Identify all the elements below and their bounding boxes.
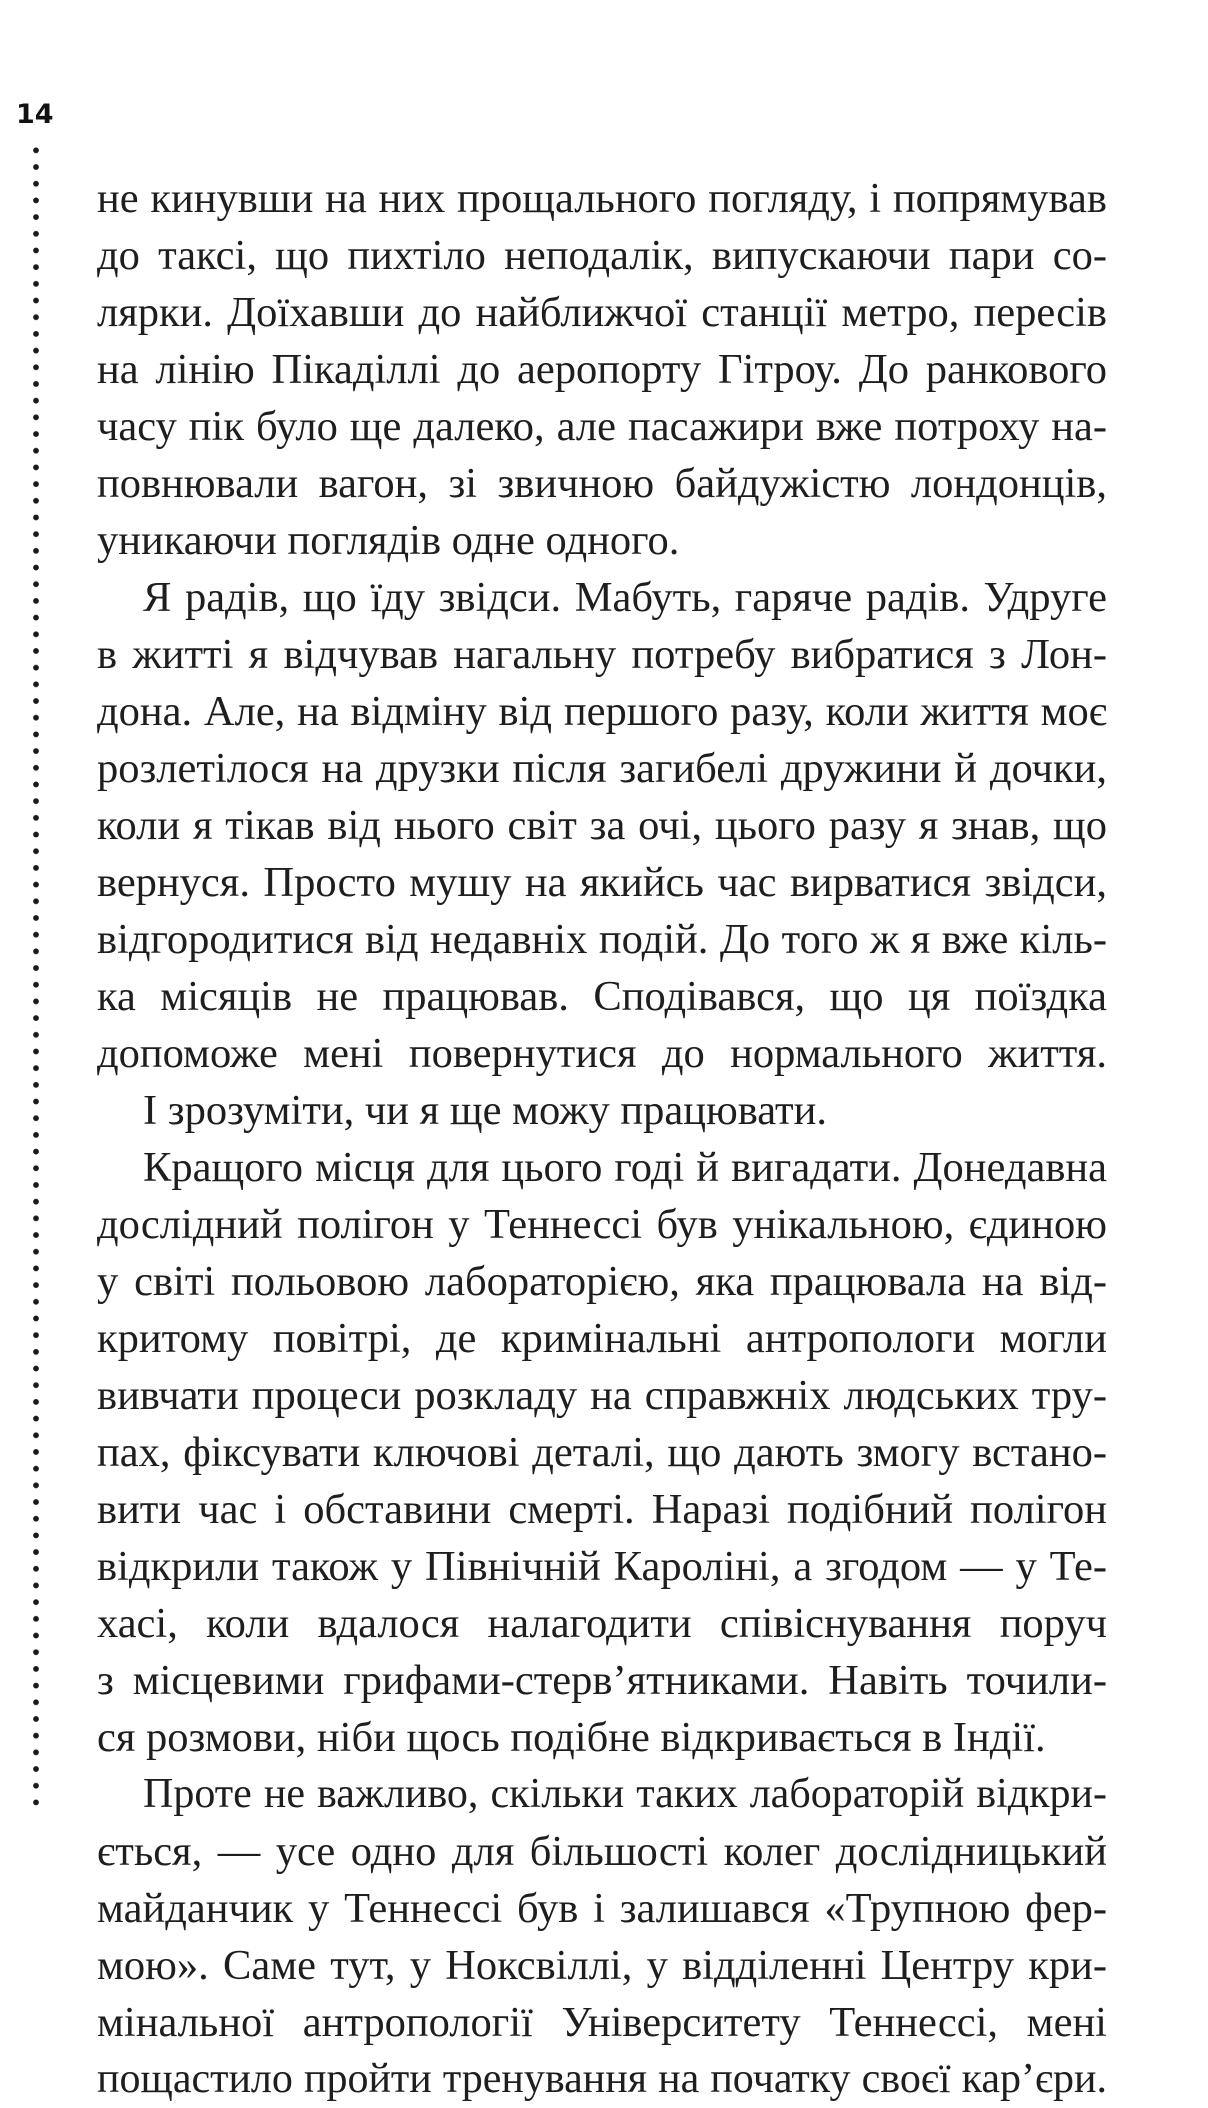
text-line: коли я тікав від нього світ за очі, цього разу я знав, що [97, 802, 1107, 849]
text-line: не кинувши на них прощального погляду, і попрямував [97, 175, 1107, 222]
text-line: вити час і обставини смерті. Наразі подібний полігон [97, 1486, 1107, 1533]
text-line: уникаючи поглядів одне одного. [97, 517, 680, 564]
text-line: лярки. Доїхавши до найближчої станції метро, пересів [97, 289, 1107, 336]
dotted-margin-rule [32, 142, 40, 1810]
text-line: з місцевими грифами-стерв’ятниками. Навіть точили- [97, 1657, 1107, 1704]
text-line: майданчик у Теннессі був і залишався «Трупною фер- [97, 1885, 1107, 1932]
text-line: дослідний полігон у Теннессі був унікальною, єдиною [97, 1201, 1107, 1248]
text-line: мінальної антропології Університету Теннессі, мені [97, 1999, 1107, 2046]
text-line: вивчати процеси розкладу на справжніх людських тру- [97, 1372, 1107, 1419]
text-line: пощастило пройти тренування на початку своєї кар’єри. [97, 2056, 1107, 2102]
text-line: у світі польовою лабораторією, яка працювала на від- [97, 1258, 1107, 1305]
text-line: ється, — усе одно для більшості колег дослідницький [97, 1828, 1107, 1875]
text-line: Проте не важливо, скільки таких лабораторій відкри- [143, 1771, 1107, 1817]
text-line: розлетілося на друзки після загибелі дружини й дочки, [97, 745, 1107, 792]
text-line: пах, фіксувати ключові деталі, що дають змогу встано- [97, 1429, 1107, 1476]
text-line: І зрозуміти, чи я ще можу працювати. [143, 1087, 827, 1134]
text-line: вернуся. Просто мушу на якийсь час вирватися звідси, [97, 859, 1107, 906]
page-number: 14 [16, 99, 54, 130]
text-line: критому повітрі, де кримінальні антропологи могли [97, 1315, 1107, 1362]
text-line: до таксі, що пихтіло неподалік, випускаючи пари со- [97, 232, 1107, 279]
text-line: повнювали вагон, зі звичною байдужістю лондонців, [97, 460, 1107, 507]
text-line: хасі, коли вдалося налагодити співіснування поруч [97, 1600, 1107, 1647]
text-line: дона. Але, на відміну від першого разу, коли життя моє [97, 688, 1107, 735]
text-line: мою». Саме тут, у Ноксвіллі, у відділенні Центру кри- [97, 1942, 1107, 1989]
text-line: Кращого місця для цього годі й вигадати. Донедавна [143, 1144, 1107, 1191]
text-line: відкрили також у Північній Кароліні, а згодом — у Те- [97, 1543, 1107, 1590]
text-line: часу пік було ще далеко, але пасажири вже потроху на- [97, 403, 1107, 450]
text-line: в житті я відчував нагальну потребу вибратися з Лон- [97, 631, 1107, 678]
text-line: відгородитися від недавніх подій. До того ж я вже кіль- [97, 916, 1107, 963]
text-line: ка місяців не працював. Сподівався, що ця поїздка [97, 973, 1107, 1020]
text-line: ся розмови, ніби щось подібне відкривається в Індії. [97, 1714, 1046, 1761]
body-text [97, 170, 1107, 2108]
text-line: Я радів, що їду звідси. Мабуть, гаряче радів. Удруге [143, 574, 1107, 621]
text-line: допоможе мені повернутися до нормального життя. [97, 1030, 1107, 1077]
text-line: на лінію Пікаділлі до аеропорту Гітроу. До ранкового [97, 346, 1107, 393]
